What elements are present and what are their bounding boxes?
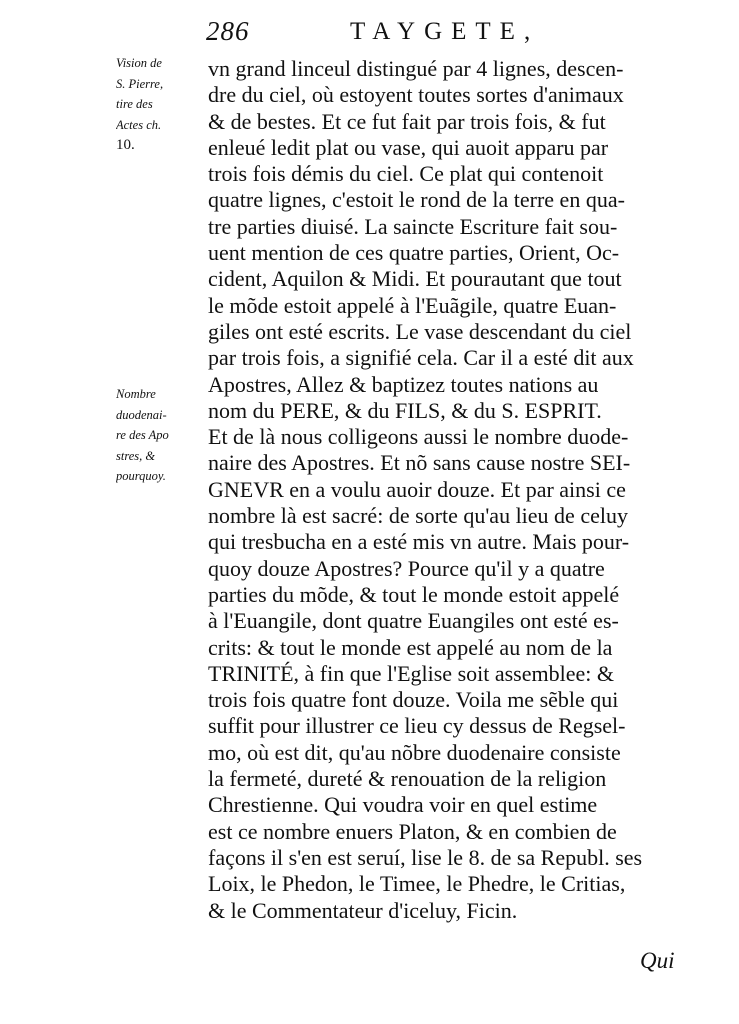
margin-note-line: Nombre: [116, 387, 156, 401]
margin-note-line: tire des: [116, 97, 153, 111]
text-line: nom du PERE, & du FILS, & du S. ESPRIT.: [208, 397, 602, 423]
text-line: naire des Apostres. Et nõ sans cause nostre SEI-: [208, 450, 631, 476]
text-line: dre du ciel, où estoyent toutes sortes d'animaux: [208, 82, 624, 108]
text-line: Loix, le Phedon, le Timee, le Phedre, le Critias,: [208, 871, 626, 897]
margin-note-line: duodenai-: [116, 407, 167, 422]
text-line: est ce nombre enuers Platon, & en combien de: [208, 818, 617, 844]
text-line: mo, où est dit, qu'au nõbre duodenaire consiste: [208, 739, 621, 765]
text-line: Chrestienne. Qui voudra voir en quel estime: [208, 792, 598, 818]
margin-note-line: pourquoy.: [116, 469, 166, 483]
margin-note-line: Vision de: [116, 56, 162, 70]
margin-note-line: S. Pierre,: [116, 76, 164, 91]
text-line: à l'Euangile, dont quatre Euangiles ont esté es-: [208, 608, 619, 634]
text-line: enleué ledit plat ou vase, qui auoit apparu par: [208, 134, 609, 160]
page-header: [200, 16, 680, 52]
text-line: Et de là nous colligeons aussi le nombre duode-: [208, 424, 629, 450]
text-line: le mõde estoit appelé à l'Euãgile, quatre Euan-: [208, 292, 617, 318]
text-line: uent mention de ces quatre parties, Orient, Oc-: [208, 240, 620, 266]
text-line: TRINITÉ, à fin que l'Eglise soit assemblee: &: [208, 660, 614, 686]
text-line: qui tresbucha en a esté mis vn autre. Mais pour-: [208, 529, 630, 555]
text-line: nombre là est sacré: de sorte qu'au lieu de celuy: [208, 503, 628, 529]
text-line: & le Commentateur d'iceluy, Ficin.: [208, 897, 518, 923]
text-line: Apostres, Allez & baptizez toutes nations au: [208, 371, 599, 397]
text-line: façons il s'en est seruí, lise le 8. de sa Republ. ses: [208, 844, 643, 870]
text-line: trois fois quatre font douze. Voila me sẽble qui: [208, 687, 619, 713]
text-line: la fermeté, dureté & renouation de la religion: [208, 766, 607, 792]
text-line: par trois fois, a signifié cela. Car il a esté dit aux: [208, 345, 634, 371]
margin-note-line: 10.: [116, 137, 135, 153]
text-line: GNEVR en a voulu auoir douze. Et par ainsi ce: [208, 476, 626, 502]
text-line: giles ont esté escrits. Le vase descendant du ciel: [208, 318, 632, 344]
catchword: Qui: [640, 948, 675, 973]
margin-note-line: Actes ch.: [116, 117, 162, 132]
margin-note-line: stres, &: [116, 448, 156, 463]
text-line: crits: & tout le monde est appelé au nom de la: [208, 634, 613, 660]
text-line: quoy douze Apostres? Pource qu'il y a quatre: [208, 555, 605, 581]
text-line: parties du mõde, & tout le monde estoit appelé: [208, 581, 620, 607]
body-text: [208, 56, 686, 924]
page-number: 286: [206, 16, 250, 46]
running-title: TAYGETE,: [350, 18, 540, 45]
text-line: tre parties diuisé. La saincte Escriture fait sou-: [208, 213, 618, 239]
text-line: vn grand linceul distingué par 4 lignes, descen-: [208, 56, 624, 81]
margin-note-line: re des Apo: [116, 428, 169, 442]
text-line: suffit pour illustrer ce lieu cy dessus de Regsel-: [208, 713, 626, 739]
text-line: quatre lignes, c'estoit le rond de la terre en qua-: [208, 187, 625, 213]
text-line: cident, Aquilon & Midi. Et pourautant que tout: [208, 266, 622, 292]
margin-note-nombre: [116, 384, 208, 487]
margin-note-vision: [116, 53, 208, 156]
text-line: & de bestes. Et ce fut fait par trois fois, & fut: [208, 108, 606, 134]
text-line: trois fois démis du ciel. Ce plat qui contenoit: [208, 161, 604, 187]
